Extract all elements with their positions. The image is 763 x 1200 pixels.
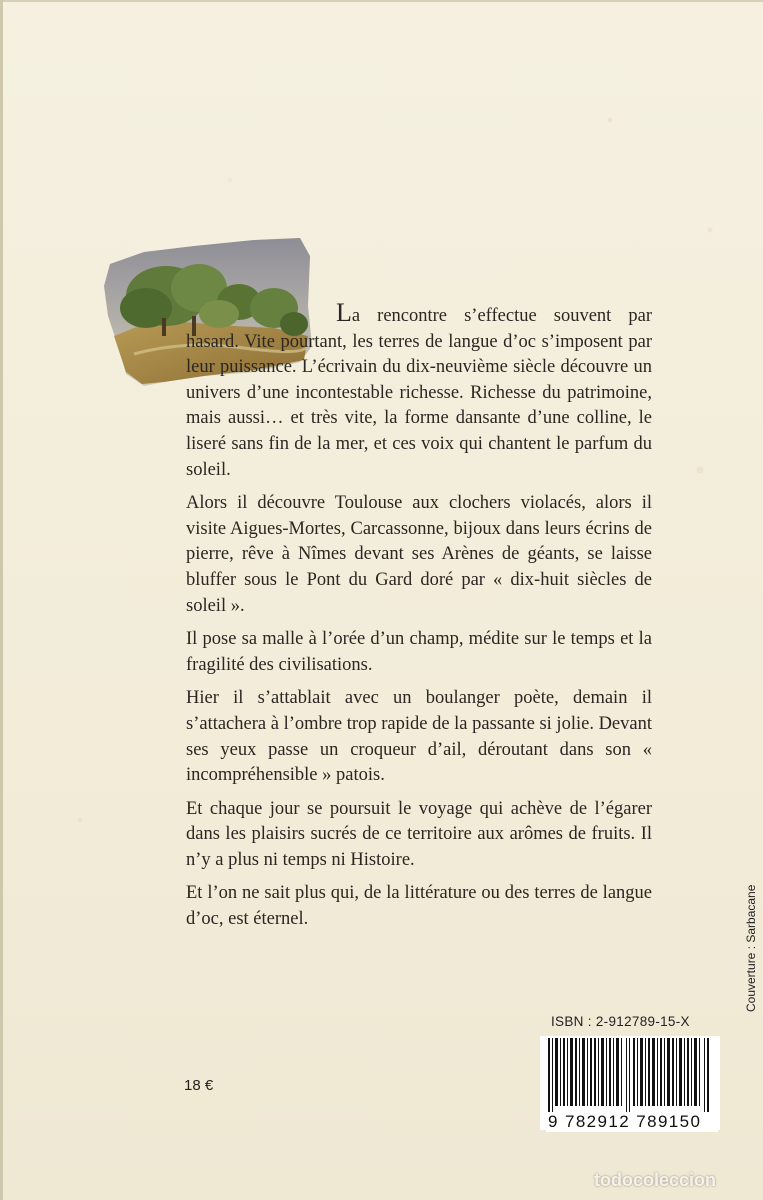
paragraph-4: Hier il s’attablait avec un boulanger poète, demain il s’attachera à l’ombre trop rapide de la passante si jolie. Devant ses yeux passe un croqueur d’ail, déroutant dans son « incompréhensible » patois.: [186, 688, 652, 786]
paragraph-5: Et chaque jour se poursuit le voyage qui achève de l’égarer dans les plaisirs sucrés de ce territoire aux arômes de fruits. Il n’y a plus ni temps ni Histoire.: [186, 798, 652, 870]
price-label: 18 €: [184, 1077, 214, 1094]
paragraph-6: Et l’on ne sait plus qui, de la littérature ou des terres de langue d’oc, est éternel.: [186, 883, 652, 930]
dropcap-letter: L: [336, 298, 352, 327]
barcode-bars: [540, 1036, 720, 1112]
blurb-text: [186, 298, 652, 941]
paragraph-2: Alors il découvre Toulouse aux clochers violacés, alors il visite Aigues-Mortes, Carcassonne, bijoux dans leurs écrins de pierre, rêve à Nîmes devant ses Arènes de géants, se laisse bluffer sous le Pont du Gard doré par « dix-huit siècles de soleil ».: [186, 493, 652, 616]
barcode-digits: 9 782912 789150: [546, 1112, 718, 1132]
top-edge: [0, 0, 763, 2]
left-edge: [0, 0, 3, 1200]
paragraph-1-text: a rencontre s’effectue souvent par hasard. Vite pourtant, les terres de langue d’oc s’imposent par leur puissance. L’écrivain du dix-neuvième siècle découvre un univers d’une incontestable richesse. Richesse du patrimoine, mais aussi… et très vite, la forme dansante d’une colline, le liseré sans fin de la mer, et ces voix qui chantent le parfum du soleil.: [186, 306, 652, 480]
isbn-label: ISBN : 2-912789-15-X: [551, 1014, 690, 1029]
paragraph-1: [186, 298, 652, 483]
cover-credit: Couverture : Sarbacane: [744, 884, 758, 1012]
paragraph-3: Il pose sa malle à l’orée d’un champ, médite sur le temps et la fragilité des civilisations.: [186, 629, 652, 675]
watermark-logo: todocoleccion: [594, 1170, 717, 1190]
